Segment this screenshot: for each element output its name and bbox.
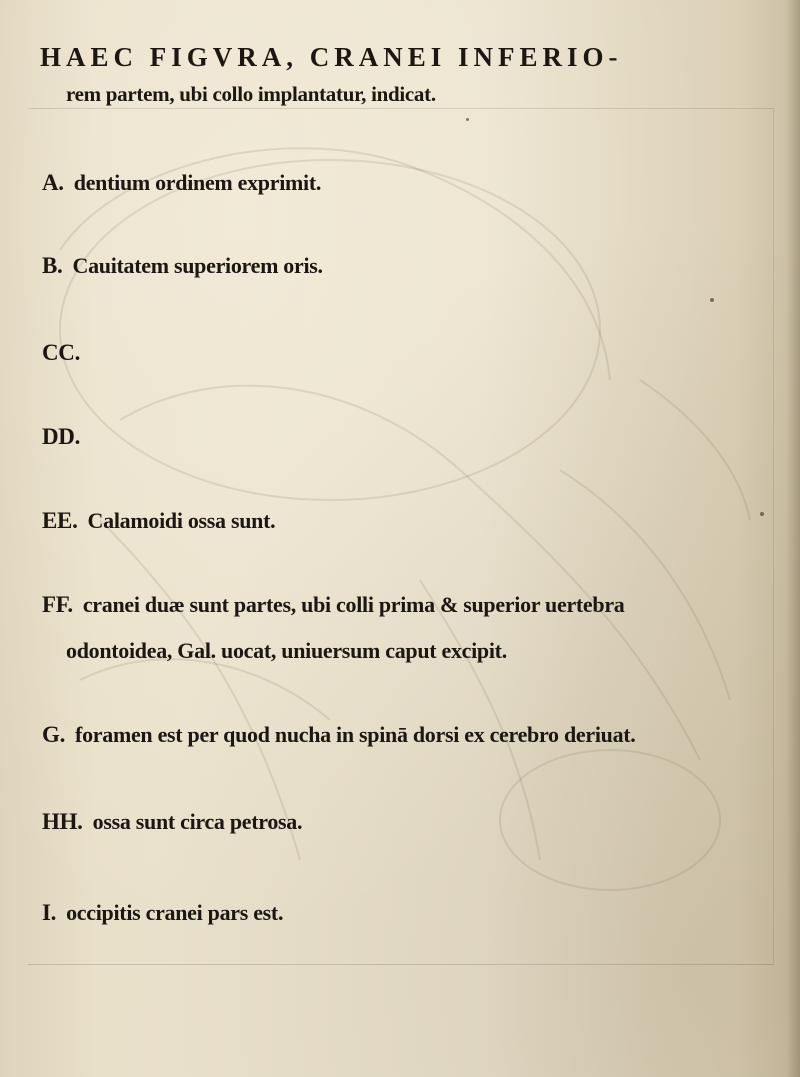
legend-desc: dentium ordinem exprimit. [73, 170, 322, 195]
legend-desc: ossa sunt circa petrosa. [92, 809, 303, 834]
legend-key: EE. [42, 508, 78, 533]
legend-item-a [42, 170, 321, 196]
legend-desc: Cauitatem superiorem oris. [72, 253, 323, 278]
ink-speck [466, 118, 469, 121]
legend-item-i [42, 900, 283, 926]
legend-desc: Calamoidi ossa sunt. [87, 508, 276, 533]
legend-key: A. [42, 170, 64, 195]
legend-key: DD. [42, 424, 81, 449]
legend-item-ff-continuation: odontoidea, Gal. uocat, uniuersum caput excipit. [66, 638, 507, 663]
legend-key: CC. [42, 340, 81, 365]
legend-desc: foramen est per quod nucha in spinā dorsi ex cerebro deriuat. [75, 722, 636, 747]
legend-item-ee [42, 508, 275, 534]
legend-item-cc [42, 340, 90, 366]
legend-item-dd [42, 424, 90, 450]
legend-key: I. [42, 900, 57, 925]
legend-key: B. [42, 253, 63, 278]
ink-speck [710, 298, 714, 302]
legend-desc: occipitis cranei pars est. [66, 900, 284, 925]
ink-speck [760, 512, 764, 516]
page-heading-continuation: rem partem, ubi collo implantatur, indicat. [66, 82, 436, 106]
page-edge-shadow [786, 0, 800, 1077]
legend-desc: cranei duæ sunt partes, ubi colli prima & superior uertebra [82, 592, 625, 617]
legend-key: HH. [42, 809, 83, 834]
legend-item-b [42, 253, 323, 279]
legend-item-ff [42, 592, 625, 618]
legend-item-g [42, 722, 636, 748]
page-heading: HAEC FIGVRA, CRANEI INFERIO- [40, 42, 623, 72]
legend-key: FF. [42, 592, 73, 617]
legend-item-hh [42, 809, 302, 835]
printed-frame [28, 108, 774, 965]
legend-key: G. [42, 722, 66, 747]
